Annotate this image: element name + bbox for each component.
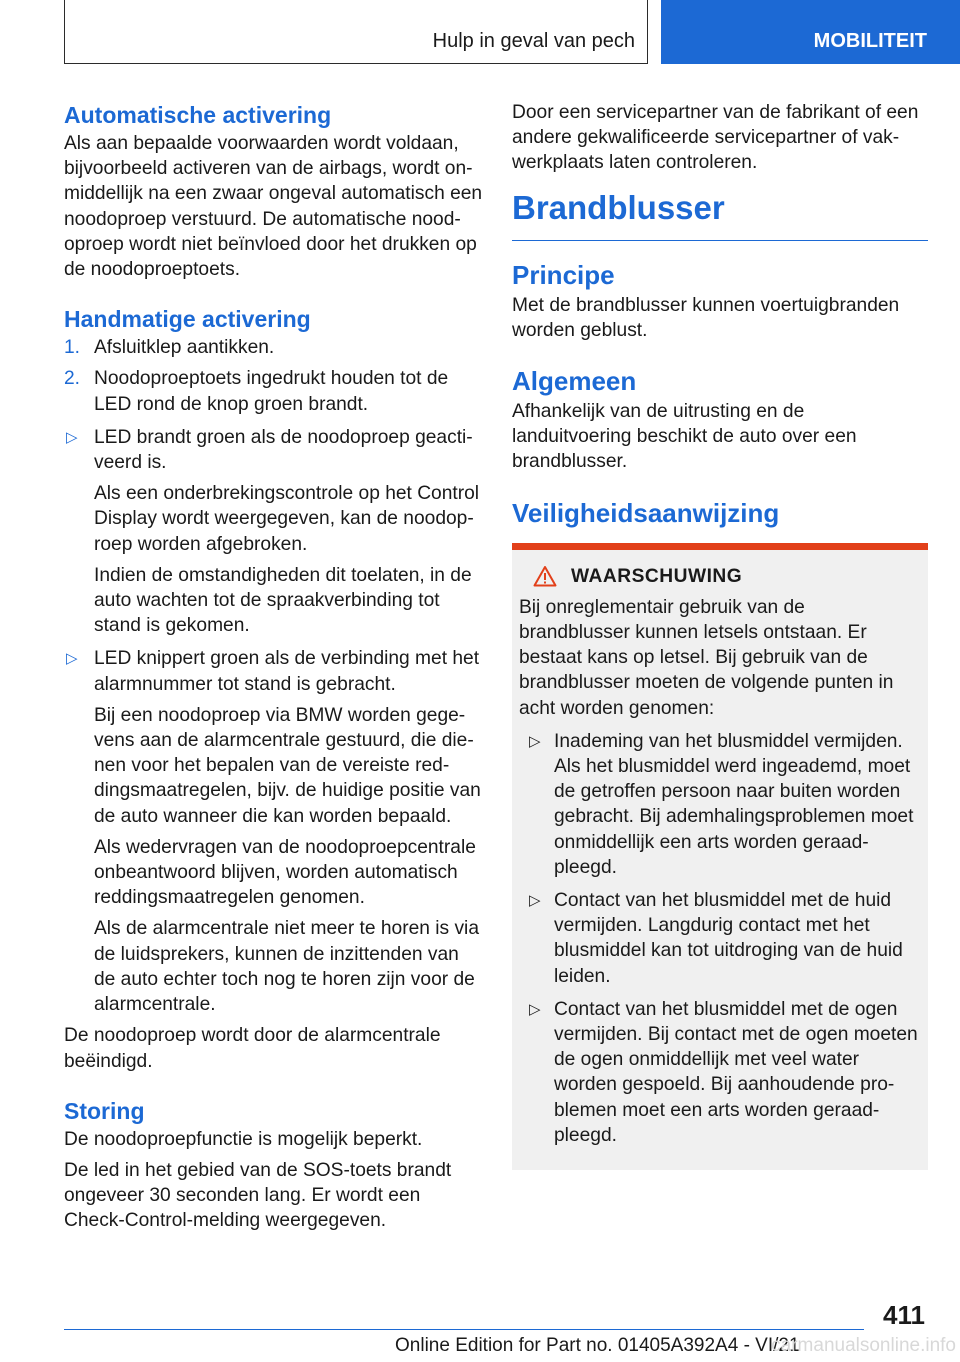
end-text: De noodoproep wordt door de alarmcentrale beëindigd. (64, 1025, 441, 1072)
warning-bullet-text: Contact van het blusmiddel met de ogen vermijden. Bij contact met de ogen moeten de ogen onmiddellijk met veel water worden gespoeld. Bij aanhoudende problemen moet een arts worden geraadpleegd. (554, 998, 918, 1146)
algemeen-heading: Algemeen (512, 366, 637, 397)
section-label: MOBILITEIT (813, 30, 927, 52)
bullet-item (64, 425, 484, 475)
algemeen-text: Afhankelijk van de uitrusting en de landuitvoering beschikt de auto over een brandblusser. (512, 401, 857, 473)
footer-watermark: carmanualsonline.info (771, 1335, 956, 1356)
storing-heading: Storing (64, 1097, 145, 1124)
step-number: 1. (64, 337, 81, 359)
warning-text: Bij onreglementair gebruik van de brandblusser kunnen letsels ontstaan. Er bestaat kans op letsel. Bij gebruik van de brandblusser moeten de volgende punten in acht worden genomen: (519, 596, 894, 719)
warning-bullet-text: Inademing van het blusmiddel vermijden. Als het blusmiddel werd ingeademd, moet de getroffen persoon naar buiten worden gebracht. Bij ademhalingsproblemen moet onmiddellijk een arts worden geraadpleegd. (554, 730, 914, 878)
principe-heading: Principe (512, 259, 615, 290)
auto-activation-text: Als aan bepaalde voorwaarden wordt voldaan, bijvoorbeeld activeren van de airbags, wordt onmiddellijk na een zwaar ongeval automatisch een noodoproep verstuurd. De automatische noodoproep wordt niet beïnvloed door het drukken op de noodoproeptoets. (64, 133, 483, 281)
right-column (512, 100, 928, 1170)
storing-text: De led in het gebied van de SOS-toets brandt ongeveer 30 seconden lang. Er wordt een Check-Control-melding weergegeven. (64, 1159, 452, 1232)
warning-bullet-text: Contact van het blusmiddel met de huid vermijden. Langdurig contact met het blusmiddel kan tot uitdroging van de huid leiden. (554, 890, 903, 987)
warning-title: WAARSCHUWING (571, 565, 743, 587)
warning-bullet (519, 997, 920, 1148)
safety-heading: Veiligheidsaanwijzing (512, 497, 780, 528)
title-divider (512, 240, 928, 241)
bullet-item (64, 646, 484, 696)
step-text: Afsluitklep aantikken. (94, 337, 275, 359)
warning-triangle-icon (533, 565, 557, 587)
header-section-tab (661, 0, 960, 64)
warning-bullet (519, 888, 920, 989)
bullet-paragraph: Als een onderbrekingscontrole op het Control Display wordt weergegeven, kan de noodoproep worden afgebroken. (94, 483, 480, 555)
bullet-triangle-icon: ▷ (529, 1000, 541, 1018)
storing-text: De noodoproepfunctie is mogelijk beperkt. (64, 1128, 423, 1150)
bullet-triangle-icon: ▷ (529, 892, 541, 910)
bullet-paragraph: Bij een noodoproep via BMW worden gegevens aan de alarmcentrale gestuurd, die dienen voor het bepalen van de vereiste reddingsmaatregelen, bijv. de huidige positie van de auto wanneer die kan worden bepaald. (94, 704, 481, 827)
page-title: Brandblusser (512, 188, 725, 226)
bullet-triangle-icon: ▷ (529, 732, 541, 750)
bullet-paragraph: Als de alarmcentrale niet meer te horen is via de luidsprekers, kunnen de inzittenden van de auto echter toch nog te horen zijn voor de alarmcentrale. (94, 918, 479, 1016)
manual-activation-heading: Handmatige activering (64, 306, 311, 333)
principe-text: Met de brandblusser kunnen voertuigbranden worden geblust. (512, 294, 900, 341)
footer-divider (64, 1329, 864, 1330)
left-column (64, 100, 484, 1240)
step-item (64, 366, 484, 416)
chapter-title: Hulp in geval van pech (432, 30, 635, 52)
step-number: 2. (64, 368, 81, 390)
bullet-paragraph: Als wedervragen van de noodoproepcentrale onbeantwoord blijven, worden automatisch reddingsmaatregelen genomen. (94, 836, 476, 909)
bullet-text: LED brandt groen als de noodoproep geactiveerd is. (94, 426, 473, 474)
page-number: 411 (883, 1300, 925, 1330)
footer-edition: Online Edition for Part no. 01405A392A4 - VI/21 (395, 1335, 800, 1356)
bullet-text: LED knippert groen als de verbinding met het alarmnummer tot stand is gebracht. (94, 648, 480, 695)
bullet-triangle-icon: ▷ (66, 650, 78, 668)
warning-bullet (519, 729, 920, 880)
header-chapter-box (64, 0, 648, 64)
warning-header (533, 564, 920, 589)
auto-activation-heading: Automatische activering (64, 102, 332, 128)
warning-box (512, 543, 928, 1170)
bullet-triangle-icon: ▷ (66, 428, 78, 446)
bullet-paragraph: Indien de omstandigheden dit toelaten, in de auto wachten tot de spraakverbinding tot stand is gekomen. (94, 564, 472, 637)
intro-text: Door een servicepartner van de fabrikant of een andere gekwalificeerde servicepartner of vakwerkplaats laten controleren. (512, 102, 919, 174)
step-text: Noodoproeptoets ingedrukt houden tot de LED rond de knop groen brandt. (94, 368, 449, 415)
step-item (64, 335, 484, 360)
